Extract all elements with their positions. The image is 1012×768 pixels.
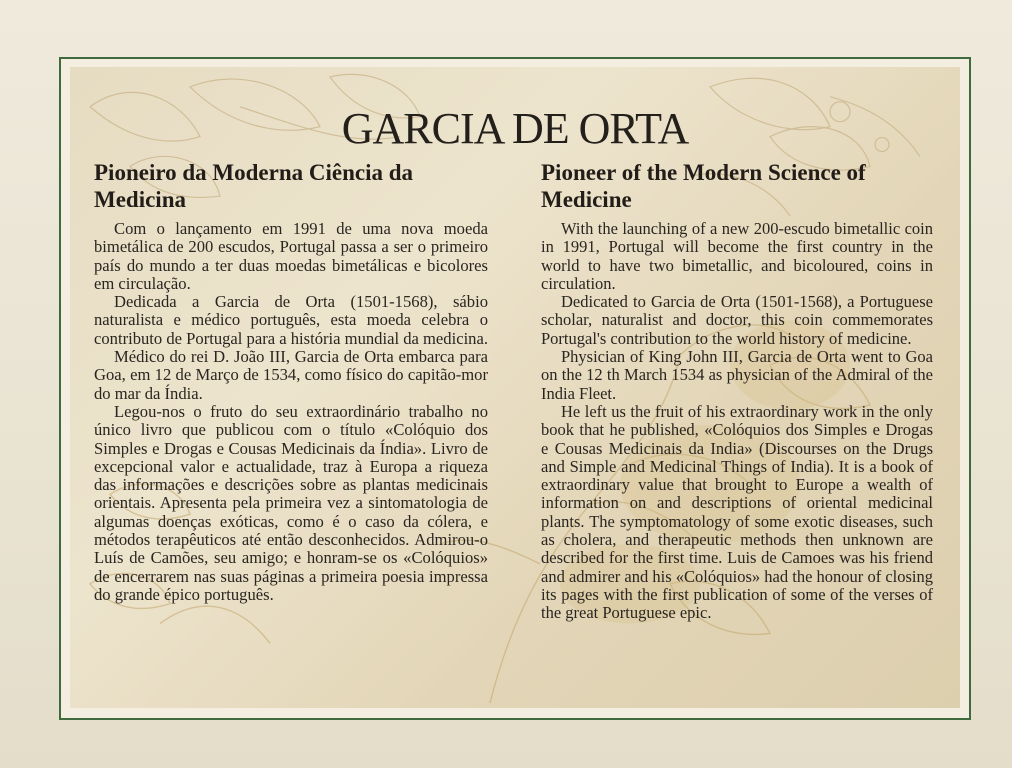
page-title: GARCIA DE ORTA [341, 104, 689, 153]
english-heading: Pioneer of the Modern Science of Medicine [541, 160, 866, 212]
english-paragraph: Physician of King John III, Garcia de Orta went to Goa on the 12 th March 1534 as physician of the Admiral of the India Fleet. [541, 347, 933, 403]
portuguese-heading: Pioneiro da Moderna Ciência da Medicina [94, 160, 414, 212]
english-column [541, 159, 933, 623]
portuguese-paragraph: Dedicada a Garcia de Orta (1501-1568), sábio naturalista e médico português, esta moeda celebra o contributo de Portugal para a história mundial da medicina. [94, 292, 488, 348]
green-border-frame [59, 57, 971, 720]
portuguese-paragraph: Médico do rei D. João III, Garcia de Orta embarca para Goa, em 12 de Março de 1534, como físico do capitão-mor do mar da Índia. [94, 347, 488, 403]
portuguese-column [94, 159, 488, 604]
english-paragraph: With the launching of a new 200-escudo bimetallic coin in 1991, Portugal will become the first country in the world to have two bimetallic, and bicoloured, coins in circulation. [541, 219, 933, 293]
text-panel [70, 67, 960, 708]
english-paragraph: Dedicated to Garcia de Orta (1501-1568), a Portuguese scholar, naturalist and doctor, this coin commemorates Portugal's contribution to the world history of medicine. [541, 292, 933, 348]
english-paragraph: He left us the fruit of his extraordinary work in the only book that he published, «Colóquios dos Simples e Drogas e Cousas Medicinais da India» (Discourses on the Drugs and Simple and Medicinal Things of India). It is a book of extraordinary value that brought to Europe a wealth of information on and descriptions of oriental medicinal plants. The symptomatology of some exotic diseases, such as cholera, and therapeutic methods then unknown are described for the first time. Luis de Camoes was his friend and admirer and his «Colóquios» had the honour of closing its pages with the first publication of some of the verses of the great Portuguese epic. [541, 401, 933, 623]
portuguese-paragraph: Legou-nos o fruto do seu extraordinário trabalho no único livro que publicou com o título «Colóquio dos Simples e Drogas e Cousas Medicinais da Índia». Livro de excepcional valor e actualidade, traz à Europa a riqueza das informações e descrições sobre as plantas medicinais orientais. Apresenta pela primeira vez a sintomatologia de algumas doenças exóticas, como é o caso da cólera, e métodos terapêuticos até então desconhecidos. Admirou-o Luís de Camões, seu amigo; e honram-se os «Colóquios» de encerrarem nas suas páginas a primeira poesia impressa do grande épico português. [94, 401, 488, 604]
portuguese-paragraph: Com o lançamento em 1991 de uma nova moeda bimetálica de 200 escudos, Portugal passa a ser o primeiro país do mundo a ter duas moedas bimetálicas e bicolores em circulação. [94, 219, 488, 293]
